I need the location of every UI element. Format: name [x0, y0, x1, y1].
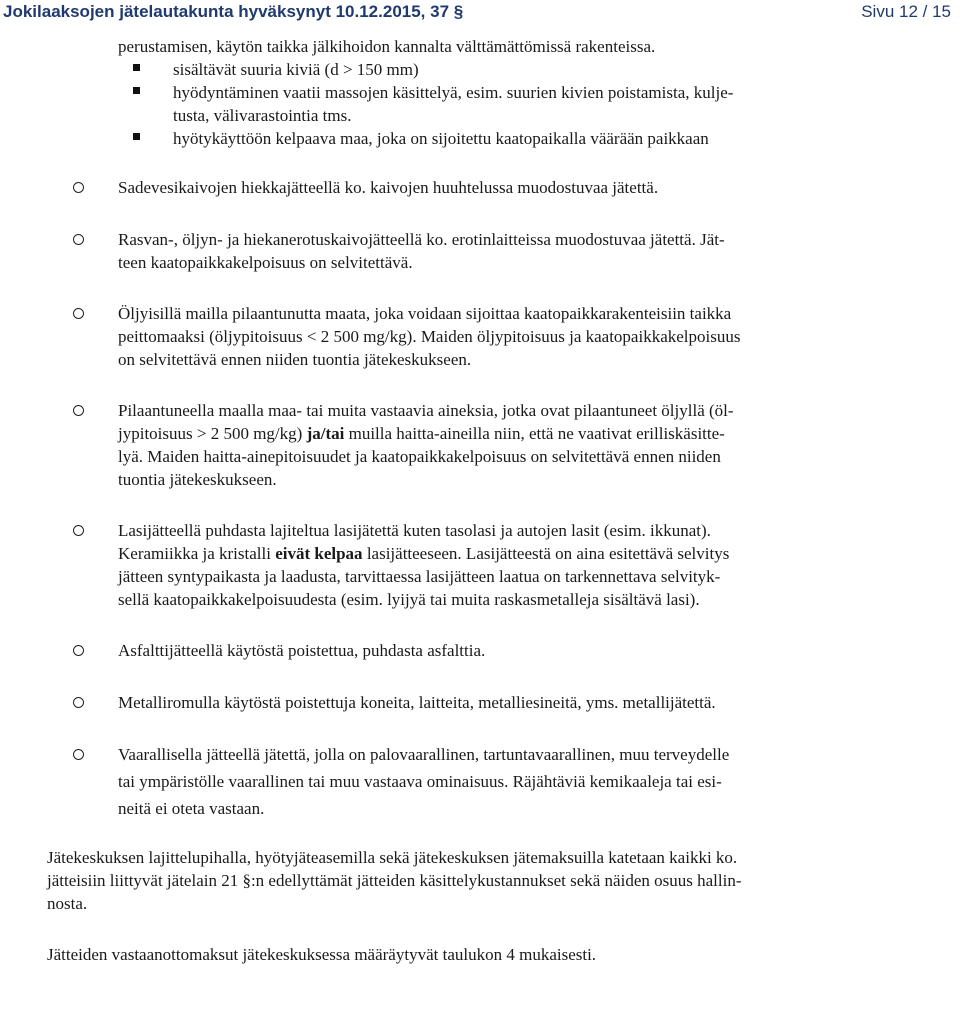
- paragraph-line: Jätekeskuksen lajittelupihalla, hyötyjäteasemilla sekä jätekeskuksen jätemaksuilla katetaan kaikki ko.: [47, 848, 738, 867]
- circle-bullet-icon: [73, 182, 84, 193]
- square-bullet-icon: [133, 64, 140, 71]
- list-item-cont: neitä ei oteta vastaan.: [118, 799, 265, 818]
- paragraph-line: jätteisiin liittyvät jätelain 21 §:n edellyttämät jätteiden käsittelykustannukset sekä näiden osuus hallin-: [47, 871, 742, 890]
- sub-bullet-text: sisältävät suuria kiviä (d > 150 mm): [173, 60, 419, 79]
- bold-text: ja/tai: [306, 424, 345, 443]
- sub-bullet-text: hyödyntäminen vaatii massojen käsittelyä, esim. suurien kivien poistamista, kulje-: [173, 83, 734, 102]
- square-bullet-icon: [133, 133, 140, 140]
- text-run: muilla haitta-aineilla niin, että ne vaativat erilliskäsitte-: [344, 424, 725, 443]
- text-run: jypitoisuus > 2 500 mg/kg): [118, 424, 307, 443]
- list-item-cont: peittomaaksi (öljypitoisuus < 2 500 mg/kg). Maiden öljypitoisuus ja kaatopaikkakelpoisuus: [118, 327, 741, 346]
- list-item-cont: [118, 542, 729, 565]
- circle-bullet-icon: [73, 645, 84, 656]
- document-title: Jokilaaksojen jätelautakunta hyväksynyt 10.12.2015, 37 §: [3, 2, 464, 21]
- circle-bullet-icon: [73, 525, 84, 536]
- list-item-cont: on selvitettävä ennen niiden tuontia jätekeskukseen.: [118, 350, 472, 369]
- paragraph-line: nosta.: [47, 894, 88, 913]
- page-number: Sivu 12 / 15: [861, 2, 951, 21]
- list-item: Vaarallisella jätteellä jätettä, jolla on palovaarallinen, tartuntavaarallinen, muu terveydelle: [118, 745, 730, 764]
- list-item: Öljyisillä mailla pilaantunutta maata, joka voidaan sijoittaa kaatopaikkarakenteisiin taikka: [118, 304, 732, 323]
- list-item-cont: jätteen syntypaikasta ja laadusta, tarvittaessa lasijätteen laatua on tarkennettava selvityk-: [118, 567, 721, 586]
- list-item-cont: teen kaatopaikkakelpoisuus on selvitettävä.: [118, 253, 413, 272]
- circle-bullet-icon: [73, 749, 84, 760]
- list-item: Rasvan-, öljyn- ja hiekanerotuskaivojätteellä ko. erotinlaitteissa muodostuvaa jätettä. Jät-: [118, 230, 725, 249]
- sub-bullet-text: hyötykäyttöön kelpaava maa, joka on sijoitettu kaatopaikalla väärään paikkaan: [173, 129, 709, 148]
- list-item-cont: [118, 422, 725, 445]
- intro-line: perustamisen, käytön taikka jälkihoidon kannalta välttämättömissä rakenteissa.: [118, 37, 656, 56]
- paragraph-line: Jätteiden vastaanottomaksut jätekeskuksessa määräytyvät taulukon 4 mukaisesti.: [47, 945, 597, 964]
- list-item: Pilaantuneella maalla maa- tai muita vastaavia aineksia, jotka ovat pilaantuneet öljyllä (öl-: [118, 401, 734, 420]
- square-bullet-icon: [133, 87, 140, 94]
- circle-bullet-icon: [73, 405, 84, 416]
- list-item-cont: tuontia jätekeskukseen.: [118, 470, 277, 489]
- list-item: Lasijätteellä puhdasta lajiteltua lasijätettä kuten tasolasi ja autojen lasit (esim. ikkunat).: [118, 521, 711, 540]
- text-run: lasijätteeseen. Lasijätteestä on aina esitettävä selvitys: [362, 544, 730, 563]
- circle-bullet-icon: [73, 234, 84, 245]
- list-item-cont: lyä. Maiden haitta-ainepitoisuudet ja kaatopaikkakelpoisuus on selvitettävä ennen niiden: [118, 447, 721, 466]
- list-item: Metalliromulla käytöstä poistettuja koneita, laitteita, metalliesineitä, yms. metallijätettä.: [118, 693, 716, 712]
- bold-text: eivät kelpaa: [275, 544, 363, 563]
- list-item: Sadevesikaivojen hiekkajätteellä ko. kaivojen huuhtelussa muodostuvaa jätettä.: [118, 178, 659, 197]
- list-item-cont: sellä kaatopaikkakelpoisuudesta (esim. lyijyä tai muita raskasmetalleja sisältävä lasi).: [118, 590, 700, 609]
- circle-bullet-icon: [73, 697, 84, 708]
- sub-bullet-text-cont: tusta, välivarastointia tms.: [173, 106, 352, 125]
- list-item-cont: tai ympäristölle vaarallinen tai muu vastaava ominaisuus. Räjähtäviä kemikaaleja tai esi-: [118, 772, 722, 791]
- circle-bullet-icon: [73, 308, 84, 319]
- list-item: Asfalttijätteellä käytöstä poistettua, puhdasta asfalttia.: [118, 641, 486, 660]
- text-run: Keramiikka ja kristalli: [118, 544, 276, 563]
